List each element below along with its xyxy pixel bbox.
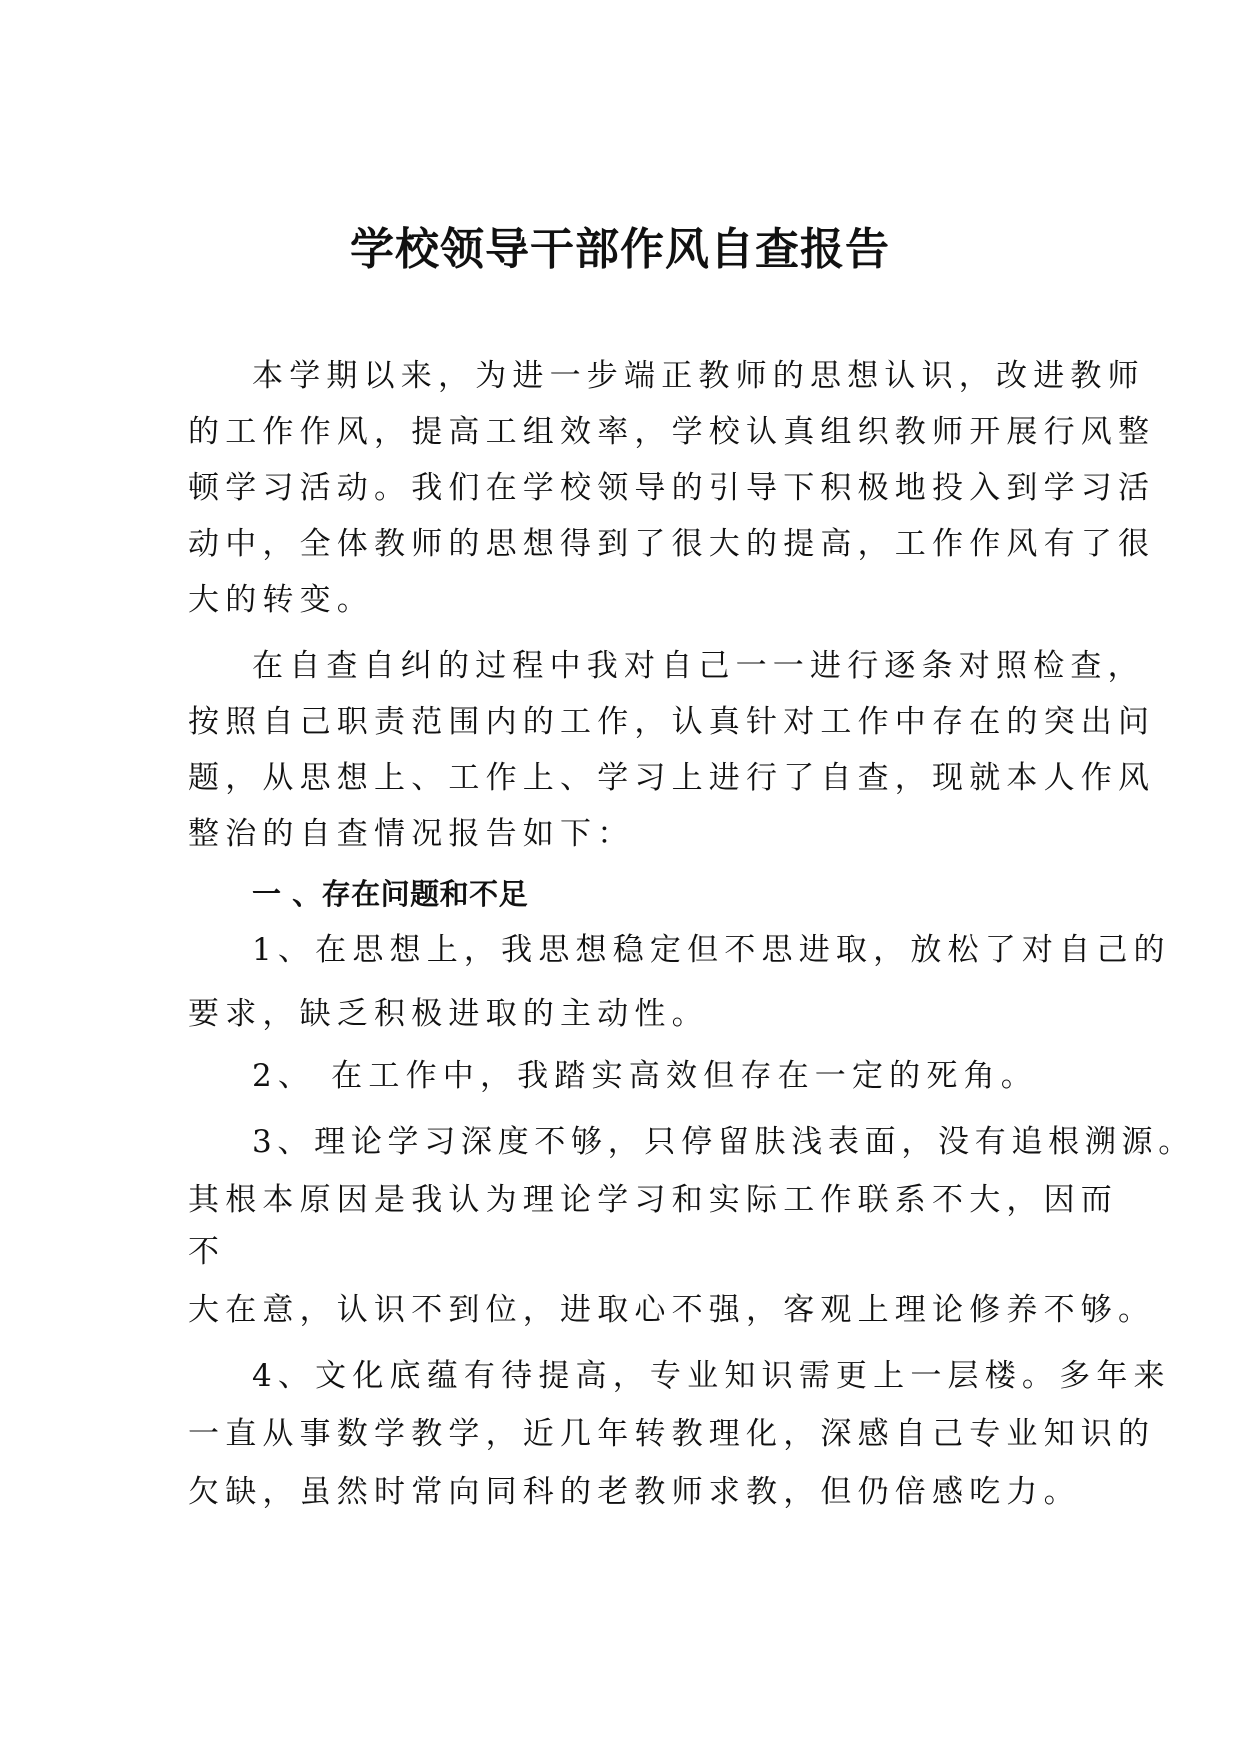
- item-3-line-1: 3、理论学习深度不够，只停留肤浅表面，没有追根溯源。: [252, 1124, 1195, 1160]
- paragraph-1-line-1: 本学期以来，为进一步端正教师的思想认识，改进教师: [252, 358, 1145, 394]
- item-1-line-2: 要求，缺乏积极进取的主动性。: [188, 996, 709, 1032]
- paragraph-2-line-1: 在自查自纠的过程中我对自己一一进行逐条对照检查，: [252, 648, 1145, 684]
- item-1-line-1: 1、在思想上，我思想稳定但不思进取，放松了对自己的: [252, 932, 1171, 968]
- paragraph-1-line-3: 顿学习活动。我们在学校领导的引导下积极地投入到学习活: [188, 470, 1156, 506]
- paragraph-2-line-2: 按照自己职责范围内的工作，认真针对工作中存在的突出问: [188, 704, 1156, 740]
- paragraph-2-line-4: 整治的自查情况报告如下：: [188, 816, 635, 852]
- item-4-line-3: 欠缺，虽然时常向同科的老教师求教，但仍倍感吃力。: [188, 1474, 1081, 1510]
- paragraph-2-line-3: 题，从思想上、工作上、学习上进行了自查，现就本人作风: [188, 760, 1156, 796]
- item-3-line-3: 不: [188, 1234, 226, 1270]
- paragraph-1-line-5: 大的转变。: [188, 582, 374, 618]
- paragraph-1-line-4: 动中，全体教师的思想得到了很大的提高，工作作风有了很: [188, 526, 1156, 562]
- item-4-line-2: 一直从事数学教学，近几年转教理化，深感自己专业知识的: [188, 1416, 1156, 1452]
- item-4-line-1: 4、文化底蕴有待提高，专业知识需更上一层楼。多年来: [252, 1358, 1171, 1394]
- item-3-line-4: 大在意，认识不到位，进取心不强，客观上理论修养不够。: [188, 1292, 1156, 1328]
- paragraph-1-line-2: 的工作作风，提高工组效率，学校认真组织教师开展行风整: [188, 414, 1156, 450]
- item-3-line-2: 其根本原因是我认为理论学习和实际工作联系不大，因而: [188, 1182, 1118, 1218]
- document-title: 学校领导干部作风自查报告: [350, 224, 890, 275]
- section-heading: 一 、存在问题和不足: [252, 877, 529, 911]
- item-2-line-1: 2、 在工作中，我踏实高效但存在一定的死角。: [252, 1058, 1038, 1094]
